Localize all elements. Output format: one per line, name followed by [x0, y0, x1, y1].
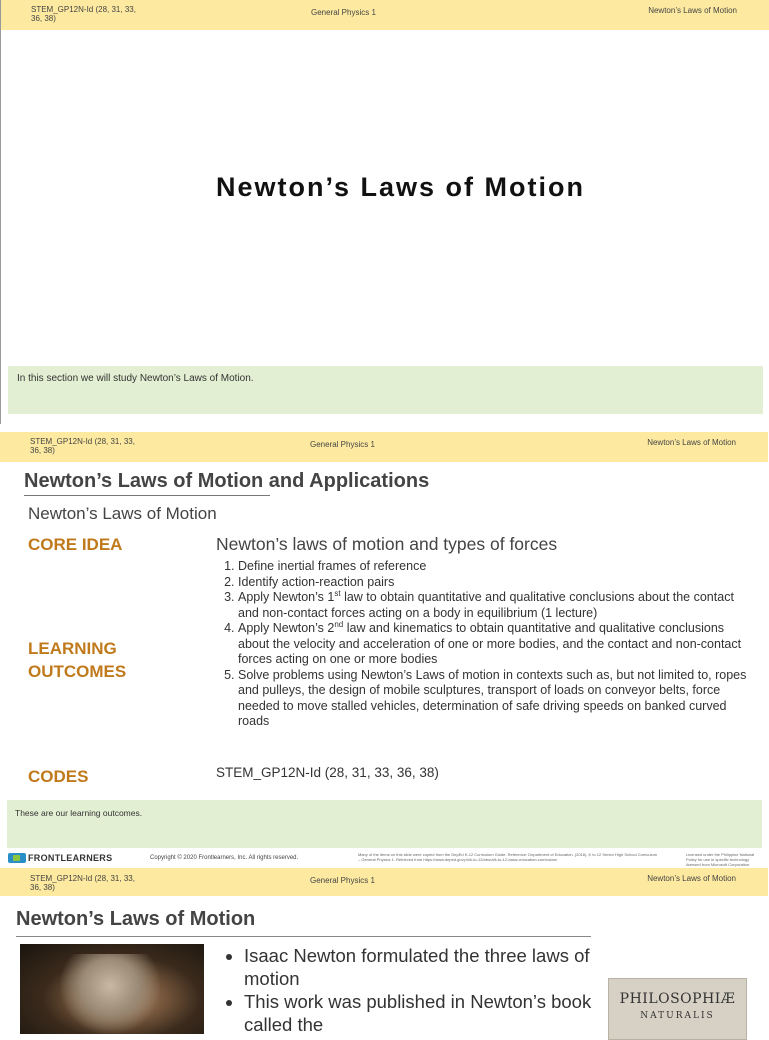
slide-subheading: Newton’s Laws of Motion [28, 504, 217, 523]
superscript: st [334, 588, 341, 598]
outcome-text: law to obtain quantitative and qualitative conclusions about the contact and non-contact forces acting on a body in equilibrium (1 lecture) [238, 590, 734, 620]
list-item: 2. Identify action-reaction pairs [238, 575, 758, 591]
speaker-note-text: These are our learning outcomes. [15, 808, 143, 818]
learning-outcomes-label-line1: LEARNING [28, 639, 117, 658]
speaker-note [7, 800, 762, 848]
list-item: 1. Define inertial frames of reference [238, 559, 758, 575]
license-note: Licensed under the Philippine National Policy for use in specific technology licensed from Microsoft Corporation. [686, 852, 755, 867]
slide-header [0, 868, 768, 896]
principia-book-image [608, 978, 747, 1040]
copyright-text: Copyright © 2020 Frontlearners, Inc. All rights reserved. [150, 855, 299, 861]
frontlearners-logo [8, 853, 112, 863]
heading-divider [24, 495, 270, 496]
heading-divider [16, 936, 591, 937]
list-item: • Isaac Newton formulated the three laws of motion [244, 944, 614, 990]
outcome-text: law and kinematics to obtain quantitative and qualitative conclusions about the velocity and acceleration of one or more bodies, and the contact and non-contact forces acting on one or more bodies [238, 621, 742, 666]
outcome-text: Apply Newton’s 1 [238, 590, 335, 604]
newton-portrait-image [20, 944, 204, 1034]
learning-outcomes-label [28, 637, 126, 683]
header-code: STEM_GP12N-Id (28, 31, 33, 36, 38) [31, 5, 136, 23]
learning-outcomes-list [216, 559, 758, 730]
superscript: nd [334, 619, 344, 629]
list-item: • This work was published in Newton’s book called the [244, 990, 614, 1036]
codes-text: STEM_GP12N-Id (28, 31, 33, 36, 38) [216, 765, 439, 780]
slide-title-text: Newton’s Laws of Motion [216, 172, 585, 202]
header-course: General Physics 1 [310, 440, 375, 449]
list-item [238, 590, 758, 621]
bullet-list [220, 944, 614, 1036]
list-item: 5. Solve problems using Newton’s Laws of motion in contexts such as, but not limited to, ropes and pulleys, the design of mobile sculptures, transport of loads on conveyor belts, force needed to move stalled vehicles, determination of safe driving speeds on banked curved roads [238, 668, 758, 730]
outcome-text: Apply Newton’s 2 [238, 621, 335, 635]
speaker-note [8, 366, 763, 414]
header-course: General Physics 1 [311, 8, 376, 17]
speaker-note-text: In this section we will study Newton’s Laws of Motion. [17, 373, 254, 384]
slide-footer [0, 850, 768, 868]
slide-header [0, 432, 768, 462]
header-topic: Newton’s Laws of Motion [647, 874, 736, 883]
book-title-line1: PHILOSOPHIÆ [619, 991, 736, 1007]
header-topic: Newton’s Laws of Motion [648, 6, 737, 15]
logo-icon [8, 853, 26, 863]
slide-header [1, 0, 769, 30]
slide-newton-intro [0, 868, 768, 1035]
slide-title [0, 0, 769, 424]
slide-heading: Newton’s Laws of Motion and Applications [24, 470, 430, 492]
learning-outcomes-label-line2: OUTCOMES [28, 662, 127, 681]
core-idea-text: Newton’s laws of motion and types of forces [216, 534, 558, 554]
header-code: STEM_GP12N-Id (28, 31, 33, 36, 38) [30, 874, 135, 892]
header-course: General Physics 1 [310, 876, 375, 885]
source-note: Many of the items on this slide were copied from the DepEd K-12 Curriculum Guide. Reference: Department of Education. (2016). K to 12 Senior High School Curriculum – General Physics 1. Retrieved from https://www.deped.gov.ph/k-to-12/about/k-to-12-basic-education-curriculum/ [358, 852, 658, 862]
header-topic: Newton’s Laws of Motion [647, 438, 736, 447]
slide-learning-outcomes [0, 432, 768, 868]
codes-label: CODES [28, 767, 89, 786]
slide-heading: Newton’s Laws of Motion [16, 908, 256, 930]
core-idea-label: CORE IDEA [28, 535, 123, 554]
list-item [238, 621, 758, 668]
book-title-line2: NATURALIS [640, 1011, 715, 1021]
header-code: STEM_GP12N-Id (28, 31, 33, 36, 38) [30, 437, 135, 455]
logo-text: FRONTLEARNERS [28, 853, 113, 863]
